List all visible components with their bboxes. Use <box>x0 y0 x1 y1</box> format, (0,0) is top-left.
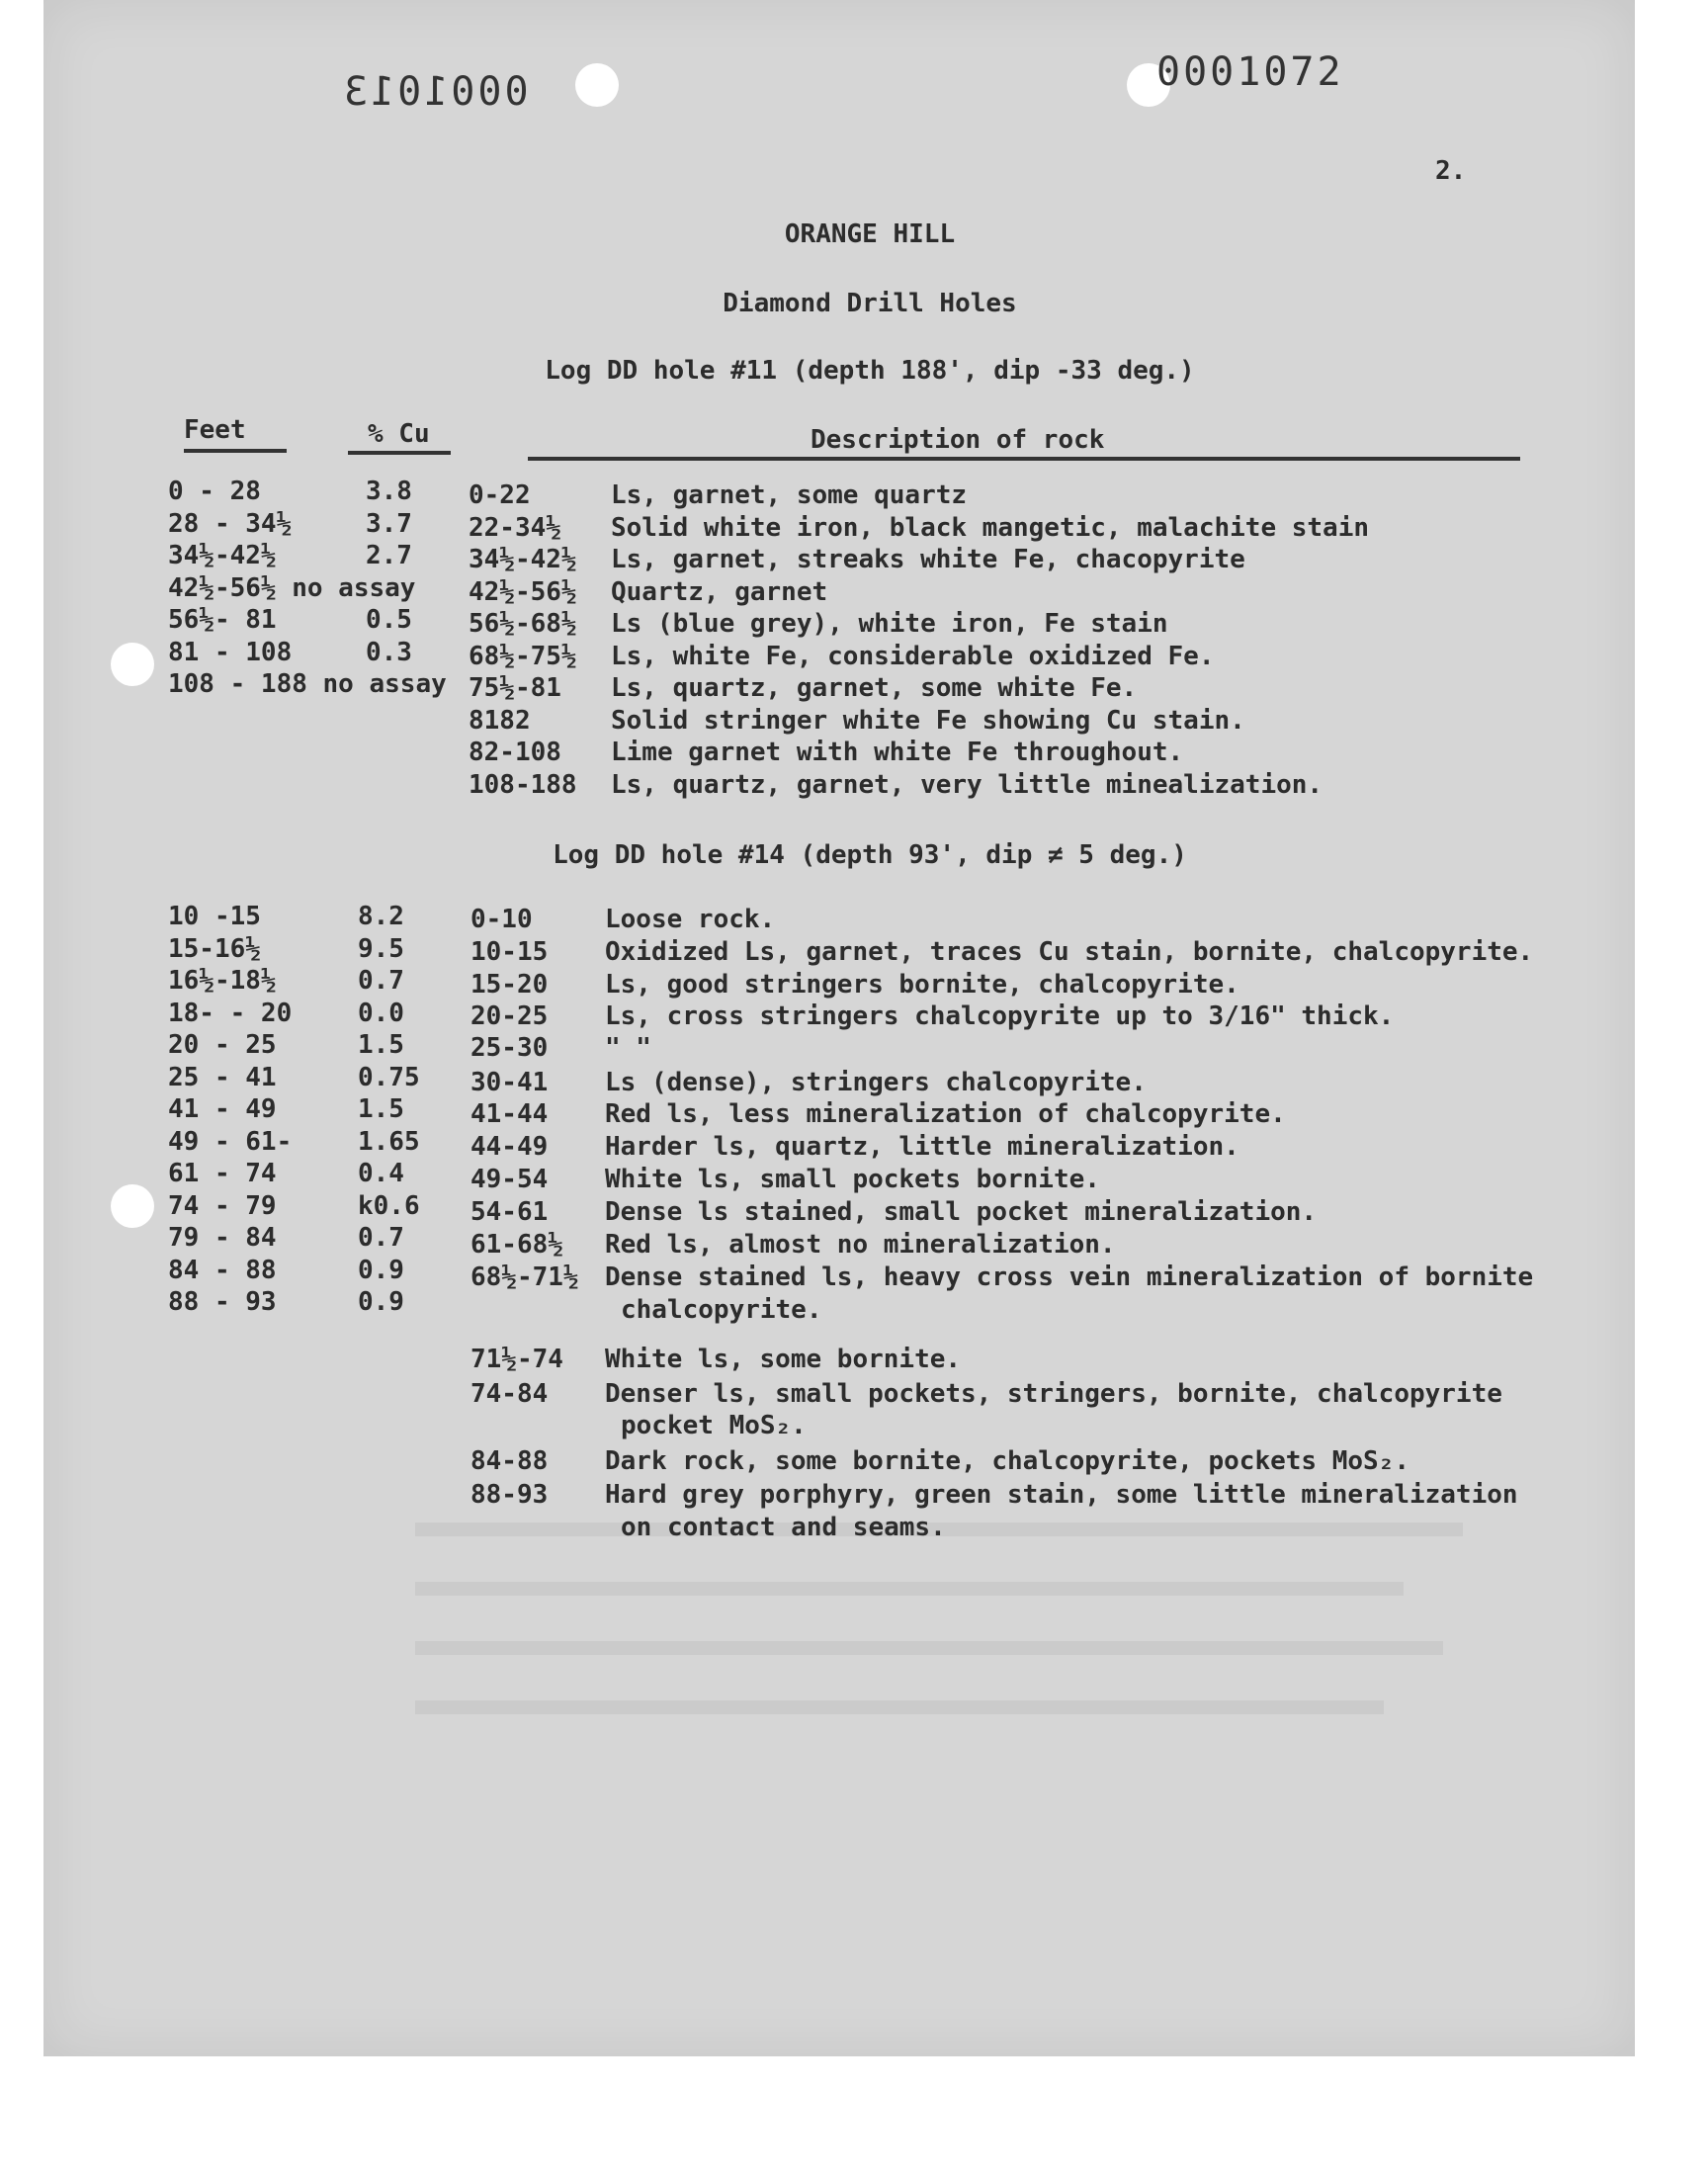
rock-description: Harder ls, quartz, little mineralization. <box>605 1132 1239 1162</box>
assay-cu-value: 1.65 <box>358 1126 420 1157</box>
hole-14-heading: Log DD hole #14 (depth 93', dip ≠ 5 deg.) <box>553 840 1187 870</box>
column-header-cu: % Cu <box>368 419 430 449</box>
assay-cu-value: 0.75 <box>358 1062 420 1092</box>
assay-interval: 28 - 34½ <box>168 508 293 539</box>
assay-cu-value: 0.7 <box>358 1223 404 1253</box>
rock-interval: 71½-74 <box>470 1345 563 1374</box>
assay-interval: 49 - 61- <box>168 1126 293 1157</box>
header-underline <box>184 449 287 453</box>
rock-description: Oxidized Ls, garnet, traces Cu stain, bornite, chalcopyrite. <box>605 937 1534 967</box>
rock-description: Solid stringer white Fe showing Cu stain. <box>611 705 1245 736</box>
assay-interval: 56½- 81 <box>168 605 277 635</box>
rock-interval: 10-15 <box>470 937 549 967</box>
rock-interval: 22-34½ <box>469 512 561 543</box>
assay-interval: 84 - 88 <box>168 1255 277 1285</box>
assay-interval: 18- - 20 <box>168 998 293 1028</box>
assay-cu-value: 1.5 <box>358 1094 404 1124</box>
rock-description: Ls (blue grey), white iron, Fe stain <box>611 609 1168 639</box>
assay-interval: 81 - 108 <box>168 637 293 667</box>
header-underline <box>348 451 451 455</box>
assay-interval: 0 - 28 <box>168 477 261 506</box>
rock-interval: 34½-42½ <box>469 545 577 574</box>
rock-description: Dense ls stained, small pocket mineralization. <box>605 1197 1318 1227</box>
rock-interval: 68½-71½ <box>470 1262 579 1292</box>
page-title: ORANGE HILL <box>784 219 956 249</box>
rock-description: Dark rock, some bornite, chalcopyrite, pockets MoS₂. <box>605 1446 1409 1476</box>
assay-cu-value: 9.5 <box>358 933 404 964</box>
rock-description: Quartz, garnet <box>611 576 828 607</box>
rock-description: Ls, quartz, garnet, some white Fe. <box>611 673 1138 703</box>
assay-interval: 34½-42½ <box>168 541 277 570</box>
assay-interval: 42½-56½ no assay <box>168 572 416 603</box>
rock-description: White ls, small pockets bornite. <box>605 1165 1100 1194</box>
rock-interval: 75½-81 <box>469 673 561 703</box>
rock-interval: 74-84 <box>470 1379 549 1409</box>
assay-interval: 20 - 25 <box>168 1030 277 1060</box>
rock-description: Loose rock. <box>605 905 776 934</box>
assay-cu-value: 0.3 <box>366 637 412 667</box>
assay-interval: 16½-18½ <box>168 966 277 996</box>
assay-cu-value: 0.4 <box>358 1159 404 1188</box>
rock-interval: 0-22 <box>469 480 531 510</box>
rock-description: White ls, some bornite. <box>605 1345 962 1374</box>
rock-interval: 44-49 <box>470 1132 549 1162</box>
column-header-feet: Feet <box>184 415 246 445</box>
rock-interval: 41-44 <box>470 1099 549 1129</box>
assay-cu-value: 8.2 <box>358 902 404 931</box>
rock-description: Solid white iron, black mangetic, malachite stain <box>611 512 1370 543</box>
rock-interval: 68½-75½ <box>469 641 577 671</box>
assay-interval: 25 - 41 <box>168 1062 277 1092</box>
rock-description: Ls, garnet, some quartz <box>611 480 968 510</box>
assay-interval: 79 - 84 <box>168 1223 277 1253</box>
rock-interval: 108-188 <box>469 769 577 800</box>
rock-description: pocket MoS₂. <box>621 1411 807 1440</box>
assay-cu-value: 0.9 <box>358 1255 404 1285</box>
punch-hole <box>111 1184 154 1228</box>
rock-description: on contact and seams. <box>621 1513 946 1542</box>
rock-interval: 42½-56½ <box>469 576 577 607</box>
rock-description: Ls, cross stringers chalcopyrite up to 3/16" thick. <box>605 1001 1395 1031</box>
bleed-through-mark <box>415 1582 1404 1596</box>
rock-description: Red ls, less mineralization of chalcopyrite. <box>605 1099 1286 1129</box>
assay-interval: 41 - 49 <box>168 1094 277 1124</box>
assay-cu-value: 3.7 <box>366 508 412 539</box>
rock-description: Ls, good stringers bornite, chalcopyrite. <box>605 970 1239 1000</box>
rock-interval: 25-30 <box>470 1033 549 1063</box>
assay-interval: 108 - 188 no assay <box>168 669 447 699</box>
assay-cu-value: 0.0 <box>358 998 404 1028</box>
document-number-stamp: 0001072 <box>1156 49 1344 95</box>
assay-cu-value: 3.8 <box>366 477 412 506</box>
rock-description: Hard grey porphyry, green stain, some little mineralization <box>605 1480 1518 1510</box>
assay-cu-value: 2.7 <box>366 541 412 570</box>
rock-interval: 8182 <box>469 705 531 736</box>
assay-cu-value: 0.7 <box>358 966 404 996</box>
rock-description: Ls, garnet, streaks white Fe, chacopyrite <box>611 545 1245 574</box>
header-underline <box>528 457 1520 461</box>
rock-interval: 84-88 <box>470 1446 549 1476</box>
rock-description: Ls, white Fe, considerable oxidized Fe. <box>611 641 1215 671</box>
rock-interval: 49-54 <box>470 1165 549 1194</box>
rock-interval: 82-108 <box>469 738 561 767</box>
assay-interval: 10 -15 <box>168 902 261 931</box>
assay-cu-value: k0.6 <box>358 1190 420 1221</box>
rock-description: Lime garnet with white Fe throughout. <box>611 738 1184 767</box>
rock-interval: 54-61 <box>470 1197 549 1227</box>
assay-cu-value: 0.5 <box>366 605 412 635</box>
bleed-through-mark <box>415 1641 1443 1655</box>
rock-description: " " <box>605 1033 651 1063</box>
rock-description: Red ls, almost no mineralization. <box>605 1230 1116 1260</box>
rock-description: Ls (dense), stringers chalcopyrite. <box>605 1068 1147 1097</box>
assay-interval: 88 - 93 <box>168 1287 277 1317</box>
column-header-description: Description of rock <box>811 425 1105 455</box>
rock-description: chalcopyrite. <box>621 1295 822 1325</box>
assay-cu-value: 0.9 <box>358 1287 404 1317</box>
assay-cu-value: 1.5 <box>358 1030 404 1060</box>
punch-hole <box>111 643 154 686</box>
rock-interval: 61-68½ <box>470 1230 563 1260</box>
rock-interval: 20-25 <box>470 1001 549 1031</box>
mirrored-document-number-stamp: 0001013 <box>341 69 529 115</box>
rock-interval: 88-93 <box>470 1480 549 1510</box>
rock-interval: 30-41 <box>470 1068 549 1097</box>
rock-interval: 15-20 <box>470 970 549 1000</box>
page-subtitle: Diamond Drill Holes <box>723 289 1017 318</box>
punch-hole <box>575 63 619 107</box>
assay-interval: 74 - 79 <box>168 1190 277 1221</box>
rock-description: Denser ls, small pockets, stringers, bornite, chalcopyrite <box>605 1379 1502 1409</box>
rock-interval: 0-10 <box>470 905 533 934</box>
hole-11-heading: Log DD hole #11 (depth 188', dip -33 deg.) <box>545 356 1195 386</box>
rock-description: Dense stained ls, heavy cross vein mineralization of bornite <box>605 1262 1534 1292</box>
rock-description: Ls, quartz, garnet, very little minealization. <box>611 769 1324 800</box>
page-number: 2. <box>1435 156 1467 186</box>
assay-interval: 15-16½ <box>168 933 261 964</box>
assay-interval: 61 - 74 <box>168 1159 277 1188</box>
bleed-through-mark <box>415 1700 1384 1714</box>
rock-interval: 56½-68½ <box>469 609 577 639</box>
